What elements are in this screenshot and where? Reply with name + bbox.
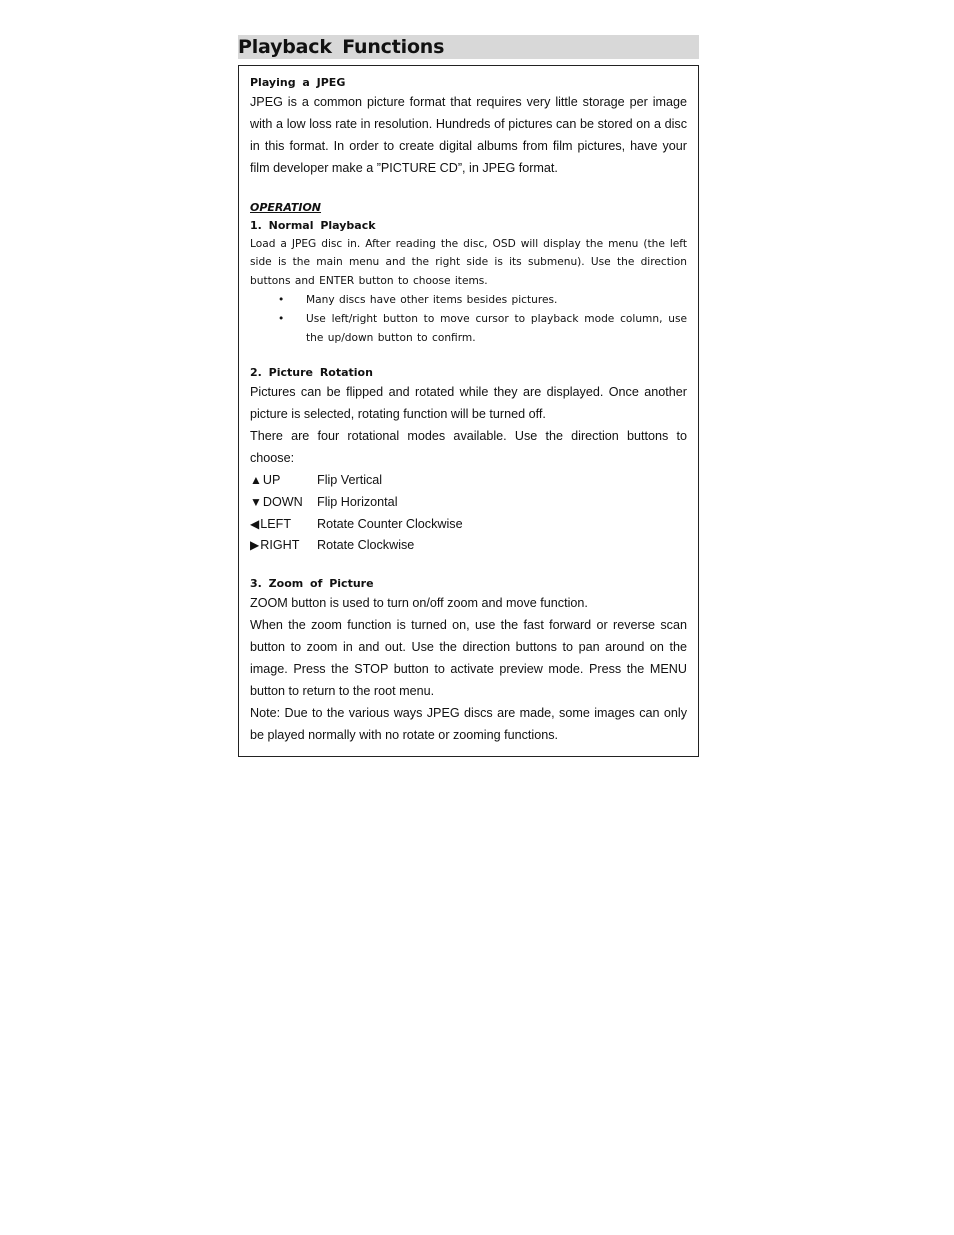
rotation-mode-left [250, 514, 687, 536]
mode-action: Flip Vertical [317, 473, 383, 488]
rotation-mode-down [250, 492, 687, 514]
page-title-bar [238, 35, 699, 59]
bullet-text: Use left/right button to move cursor to playback mode column, use the up/down button to confirm. [306, 312, 687, 344]
page-title: Playback Functions [238, 36, 445, 58]
rotation-modes-list [250, 470, 687, 557]
mode-key-label: UP [262, 473, 281, 488]
content-box [238, 65, 699, 757]
rotation-mode-right [250, 535, 687, 557]
mode-key-label: DOWN [262, 494, 303, 509]
normal-playback-heading: 1. Normal Playback [250, 218, 376, 232]
mode-action: Flip Horizontal [317, 494, 398, 509]
zoom-text-1: ZOOM button is used to turn on/off zoom and move function. [250, 596, 588, 611]
zoom-note: Note: Due to the various ways JPEG discs are made, some images can only be played normally with no rotate or zooming functions. [250, 705, 687, 742]
rotation-mode-up [250, 470, 687, 492]
mode-action: Rotate Counter Clockwise [317, 516, 463, 531]
triangle-up-icon: ▲ [250, 473, 262, 488]
triangle-down-icon: ▼ [250, 494, 262, 509]
normal-playback-text: Load a JPEG disc in. After reading the disc, OSD will display the menu (the left side is the main menu and the right side is its submenu). Use the direction buttons and ENTER button to choose items. [250, 237, 687, 288]
mode-action: Rotate Clockwise [317, 538, 415, 553]
jpeg-intro: JPEG is a common picture format that requires very little storage per image with a low loss rate in resolution. Hundreds of pictures can be stored on a disc in this format. In order to create digital albums from film pictures, have your film developer make a ”PICTURE CD”, in JPEG format. [250, 95, 687, 175]
picture-rotation-modes-intro: There are four rotational modes available. Use the direction buttons to choose: [250, 429, 687, 466]
list-item [250, 291, 687, 310]
jpeg-heading: Playing a JPEG [250, 76, 346, 89]
triangle-left-icon: ◀ [250, 516, 260, 531]
bullet-text: Many discs have other items besides pictures. [306, 294, 558, 307]
content-body [250, 66, 687, 747]
triangle-right-icon: ▶ [250, 538, 260, 553]
zoom-text-2: When the zoom function is turned on, use the fast forward or reverse scan button to zoom in and out. Use the direction buttons to pan around on the image. Press the STOP button to activate preview mode. Press the MENU button to return to the root menu. [250, 618, 687, 698]
zoom-heading: 3. Zoom of Picture [250, 577, 374, 591]
mode-key-label: RIGHT [260, 538, 300, 553]
normal-playback-bullets [250, 291, 687, 347]
mode-key-label: LEFT [260, 516, 292, 531]
operation-label: OPERATION [250, 200, 322, 214]
bullet-icon: • [278, 312, 285, 325]
picture-rotation-text: Pictures can be flipped and rotated while they are displayed. Once another picture is selected, rotating function will be turned off. [250, 385, 687, 422]
picture-rotation-heading: 2. Picture Rotation [250, 366, 373, 380]
bullet-icon: • [278, 294, 285, 307]
list-item [250, 310, 687, 348]
